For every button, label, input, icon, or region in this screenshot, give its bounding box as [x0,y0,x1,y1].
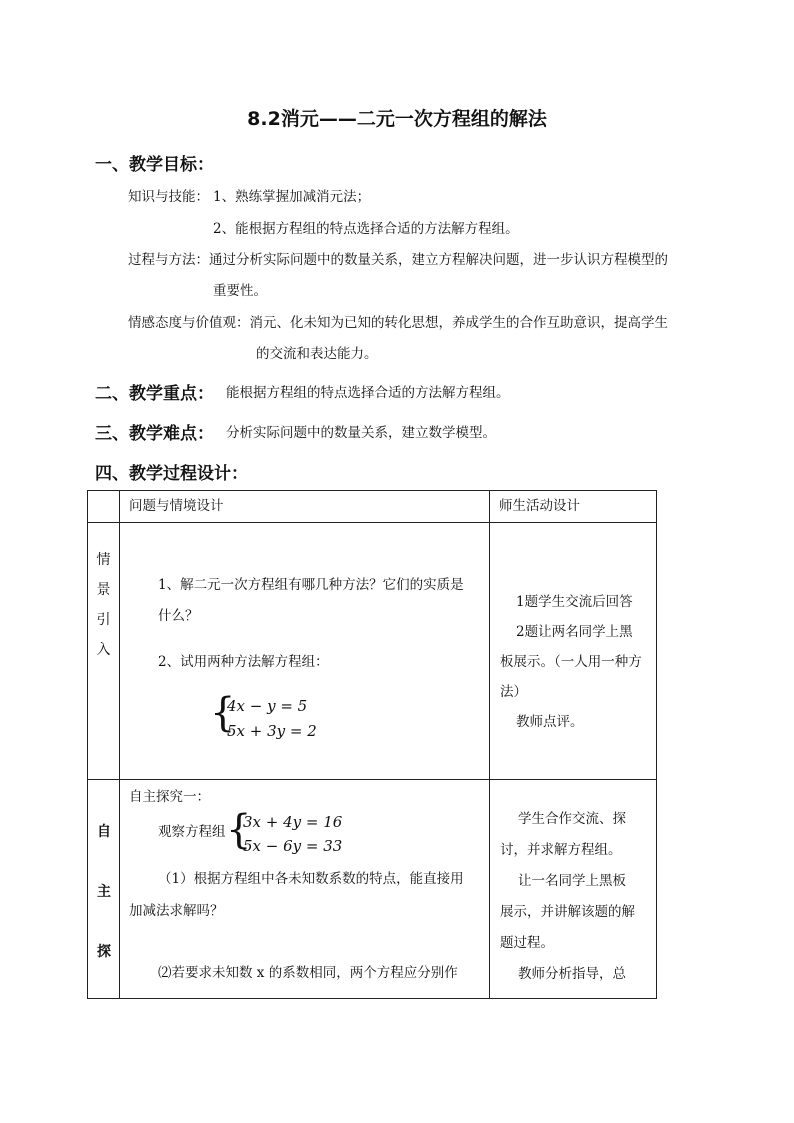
lesson-process-table [87,490,657,999]
problem-cell-intro [120,523,490,780]
stage-char: 主 [97,884,111,900]
header-activity-cell [490,491,657,523]
equation-brace: { [226,807,252,853]
explore-question-1-line1: （1）根据方程组中各未知数系数的特点，能直接用 [158,871,464,887]
activity-line: 学生合作交流、探 [518,811,626,827]
stage-cell-explore [88,780,120,999]
observe-label: 观察方程组 [158,824,226,840]
table-header-row [88,491,657,523]
difficulty-text: 分析实际问题中的数量关系，建立数学模型。 [226,425,496,441]
stage-char: 引 [96,612,111,628]
keypoint-text: 能根据方程组的特点选择合适的方法解方程组。 [226,385,510,401]
page-title: 8.2消元——二元一次方程组的解法 [247,108,547,130]
explore-title: 自主探究一： [129,789,210,805]
activity-line: 讨，并求解方程组。 [500,842,622,858]
activity-cell-explore [490,780,657,999]
activity-line: 法） [500,684,527,700]
process-method-line2: 重要性。 [213,283,267,299]
header-problem-label: 问题与情境设计 [129,498,224,514]
stage-char: 入 [96,642,111,658]
section-heading-process: 四、教学过程设计： [95,464,248,484]
equation-brace: { [210,690,236,736]
activity-line: 1题学生交流后回答 [516,594,633,610]
explore-question-1-line2: 加减法求解吗？ [129,903,224,919]
header-stage-cell [88,491,120,523]
problem-cell-explore [120,780,490,999]
activity-line: 教师分析指导，总 [518,966,626,982]
emotion-line1: 情感态度与价值观：消元、化未知为已知的转化思想，养成学生的合作互助意识，提高学生 [128,315,668,331]
section-heading-objectives: 一、教学目标： [95,155,214,175]
section-heading-difficulty: 三、教学难点： [95,424,214,444]
equation-2: 5x + 3y = 2 [227,722,317,740]
activity-line: 板展示。（一人用一种方 [500,654,642,670]
stage-char: 探 [97,944,111,960]
stage-cell-intro [88,523,120,780]
knowledge-label: 知识与技能： [128,189,209,205]
emotion-line2: 的交流和表达能力。 [256,346,378,362]
question-2: 2、试用两种方法解方程组： [158,654,329,670]
equation-1: 3x + 4y = 16 [243,813,343,831]
process-method-line1: 过程与方法：通过分析实际问题中的数量关系，建立方程解决问题，进一步认识方程模型的 [128,252,668,268]
stage-char: 景 [96,582,111,598]
activity-line: 教师点评。 [516,714,584,730]
equation-1: 4x − y = 5 [227,697,308,715]
table-row [88,523,657,780]
knowledge-item-2: 2、能根据方程组的特点选择合适的方法解方程组。 [213,221,519,237]
explore-question-2-line1: ⑵若要求未知数 x 的系数相同，两个方程应分别作 [158,965,458,981]
activity-line: 2题让两名同学上黑 [516,624,633,640]
knowledge-item-1: 1、熟练掌握加减消元法； [213,189,371,205]
question-1-line2: 什么？ [158,608,199,624]
header-problem-cell [120,491,490,523]
activity-cell-intro [490,523,657,780]
section-heading-keypoint: 二、教学重点： [95,384,214,404]
stage-char: 自 [97,824,111,840]
header-activity-label: 师生活动设计 [499,498,580,514]
stage-char: 情 [96,552,111,568]
activity-line: 展示，并讲解该题的解 [500,904,635,920]
activity-line: 题过程。 [500,935,554,951]
table-row [88,780,657,999]
equation-2: 5x − 6y = 33 [243,837,343,855]
activity-line: 让一名同学上黑板 [518,873,626,889]
question-1-line1: 1、解二元一次方程组有哪几种方法？它们的实质是 [158,577,464,593]
